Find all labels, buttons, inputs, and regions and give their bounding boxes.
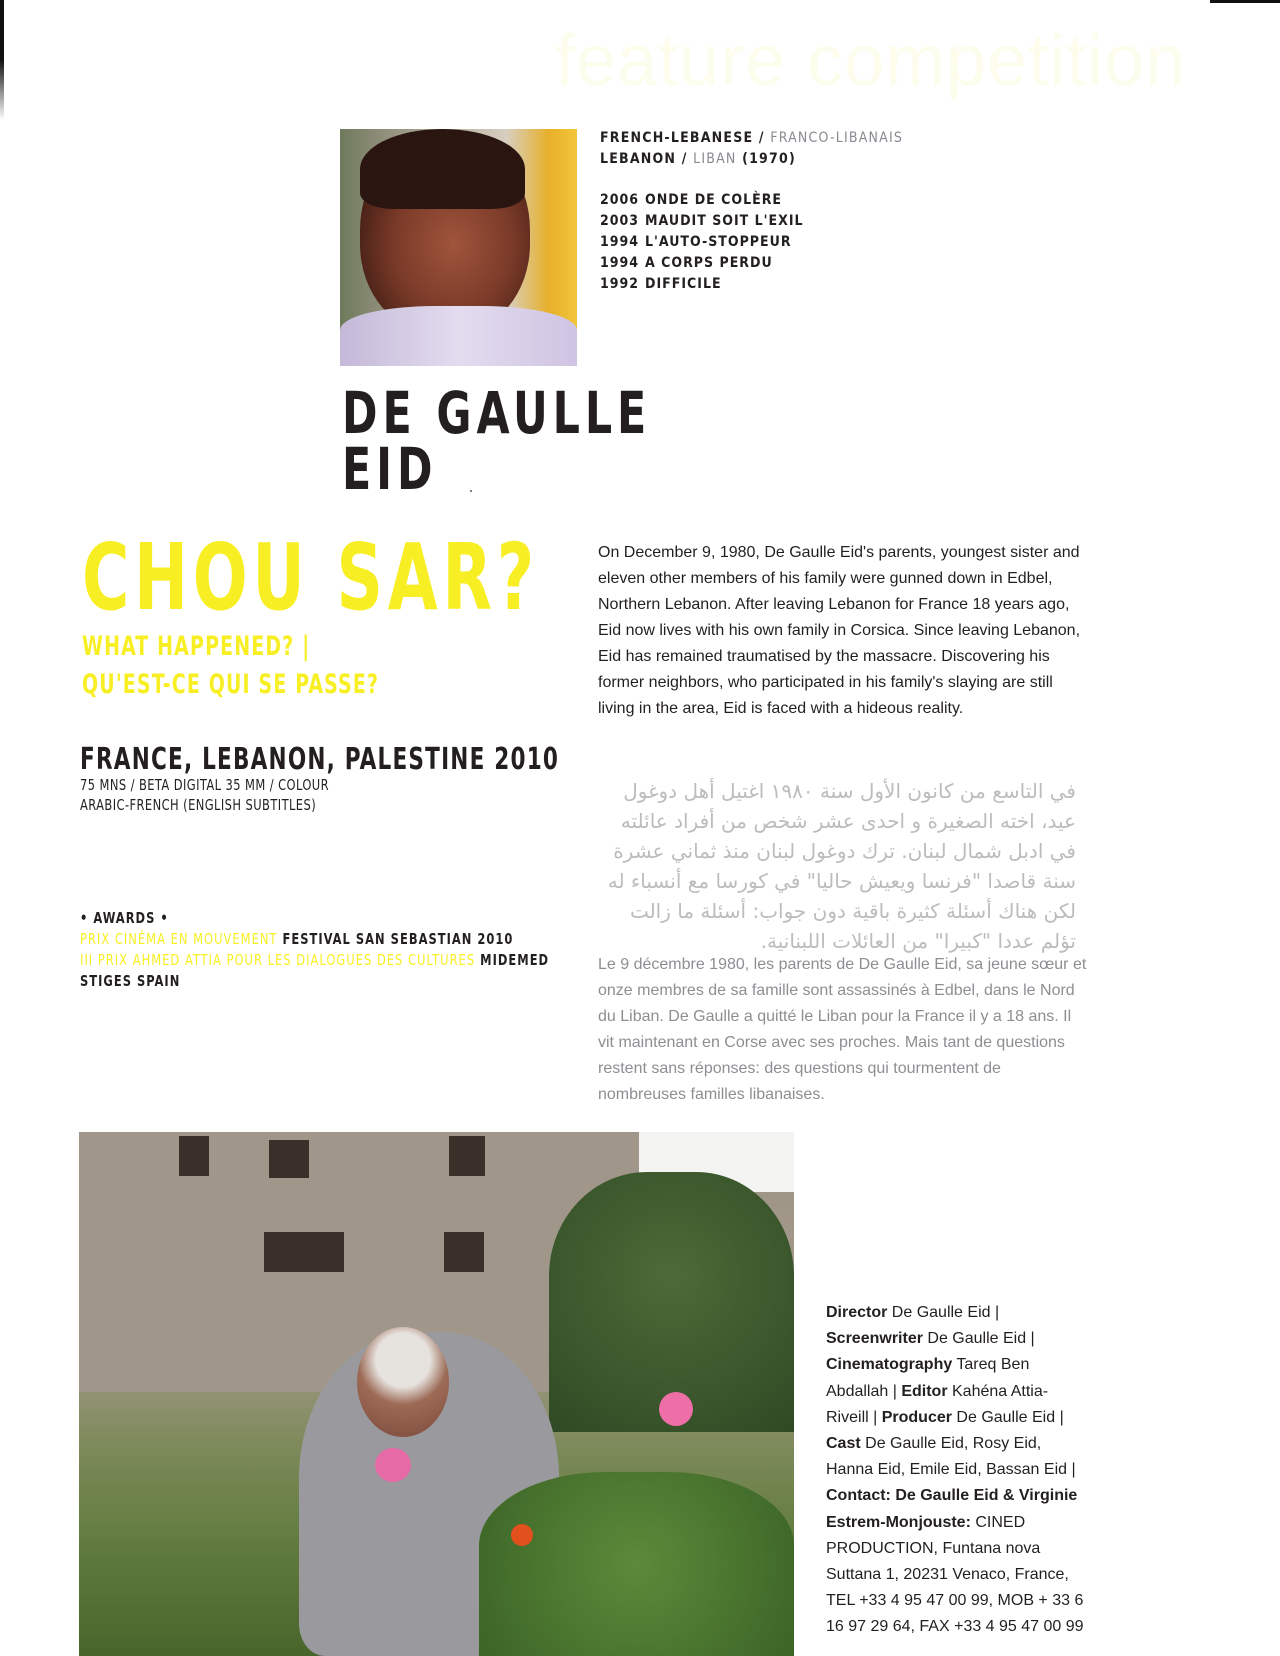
credit-role: Editor	[901, 1382, 948, 1400]
filmography-item	[600, 232, 804, 253]
awards-heading: • AWARDS •	[80, 909, 169, 927]
film-subtitle-fr: QU'EST-CE QUI SE PASSE?	[82, 669, 380, 700]
birth-country-en: LEBANON	[600, 151, 677, 167]
film-year: 1994	[600, 234, 640, 250]
synopsis-french: Le 9 décembre 1980, les parents de De Gaulle Eid, sa jeune sœur et onze membres de sa famille sont assassinés à Edbel, dans le Nord du Liban. De Gaulle a quitté le Liban pour la France il y a 18 ans. Il vit maintenant en Corse avec ses proches. Mais tant de questions restent sans réponses: des questions qui tourmentent de nombreuses familles libanaises.	[598, 956, 1087, 1103]
credit-role: Director	[826, 1304, 888, 1321]
director-name-line1: DE GAULLE	[342, 379, 652, 447]
award-item	[80, 950, 549, 971]
synopsis-arabic: في التاسع من كانون الأول سنة ١٩٨٠ اغتيل أهل دوغول عيد، اخته الصغيرة و احدى عشر شخص من أفراد عائلته في ادبل شمال لبنان. ترك دوغول لبنان منذ ثماني عشرة سنة قاصدا "فرنسا ويعيش حاليا" في كورسا مع أنسباء له لكن هناك أسئلة كثيرة باقية دون جواب: أسئلة ما زالت تؤلم عددا "كبيرا" من العائلات اللبنانية.	[607, 779, 1076, 953]
still-man-head	[357, 1327, 449, 1437]
portrait-shirt	[340, 306, 577, 366]
film-subtitle-en: WHAT HAPPENED? |	[82, 631, 311, 662]
film-year: 1992	[600, 276, 640, 292]
page-corner-mark	[1210, 0, 1280, 3]
portrait-hair	[360, 129, 525, 209]
film-still-photo	[79, 1132, 794, 1656]
film-name: A CORPS PERDU	[645, 255, 773, 271]
still-pink-rose	[659, 1392, 693, 1426]
credit-contact-value: CINED PRODUCTION, Funtana nova Suttana 1, 20231 Venaco, France, TEL +33 4 95 47 00 99, MOB + 33 6 16 97 29 64, FAX +33 4 95 47 00 99	[826, 1513, 1084, 1636]
credit-contact-label: Contact: De Gaulle Eid & Virginie Estrem-Monjouste:	[826, 1487, 1078, 1531]
stray-dot	[470, 490, 472, 492]
film-name: ONDE DE COLÈRE	[645, 192, 783, 208]
director-bio	[600, 128, 903, 170]
separator: /	[676, 151, 694, 167]
credit-value: De Gaulle Eid |	[951, 1408, 1064, 1426]
credit-value: Tareq Ben Abdallah |	[826, 1356, 1030, 1400]
director-name-line2: EID	[342, 435, 438, 503]
birth-country-fr: LIBAN	[693, 151, 737, 167]
award-festival: MIDEMED	[475, 951, 550, 969]
filmography-item	[600, 190, 804, 211]
film-specs-language: ARABIC-FRENCH (ENGLISH SUBTITLES)	[80, 796, 317, 814]
still-pink-rose	[375, 1448, 411, 1482]
still-window	[444, 1232, 484, 1272]
production-countries-year: FRANCE, LEBANON, PALESTINE 2010	[80, 742, 560, 777]
still-window	[449, 1136, 485, 1176]
filmography-item	[600, 211, 804, 232]
filmography-item	[600, 274, 804, 295]
still-window	[179, 1136, 209, 1176]
credit-value: De Gaulle Eid |	[887, 1304, 1000, 1321]
director-name-heading	[342, 379, 652, 503]
awards-section	[80, 908, 549, 992]
birth-year: (1970)	[736, 151, 796, 167]
film-name: L'AUTO-STOPPEUR	[645, 234, 792, 250]
award-prize: III PRIX AHMED ATTIA POUR LES DIALOGUES DES CULTURES	[80, 951, 476, 969]
section-title: feature competition	[555, 21, 1187, 101]
award-festival: FESTIVAL SAN SEBASTIAN 2010	[277, 930, 514, 948]
director-portrait-photo	[340, 129, 577, 366]
synopsis-english: On December 9, 1980, De Gaulle Eid's parents, youngest sister and eleven other members of his family were gunned down in Edbel, Northern Lebanon. After leaving Lebanon for France 18 years ago, Eid now lives with his own family in Corsica. Since leaving Lebanon, Eid has remained traumatised by the massacre. Discovering his former neighbors, who participated in his family's slaying are still living in the area, Eid is faced with a hideous reality.	[598, 544, 1081, 717]
separator: /	[753, 130, 771, 146]
credit-role: Cast	[826, 1435, 861, 1453]
film-specs	[80, 775, 329, 815]
still-rose-bush	[479, 1472, 794, 1656]
credit-role: Cinematography	[826, 1356, 953, 1374]
nationality-fr: FRANCO-LIBANAIS	[770, 130, 904, 146]
film-name: DIFFICILE	[645, 276, 722, 292]
film-year: 2003	[600, 213, 640, 229]
award-item	[80, 929, 549, 950]
award-prize: PRIX CINÉMA EN MOUVEMENT	[80, 930, 278, 948]
award-festival-continued: STIGES SPAIN	[80, 972, 181, 990]
film-credits	[826, 1300, 1086, 1641]
film-year: 2006	[600, 192, 640, 208]
credit-role: Screenwriter	[826, 1330, 923, 1348]
film-name: MAUDIT SOIT L'EXIL	[645, 213, 804, 229]
still-window	[269, 1140, 309, 1178]
nationality-line	[600, 128, 903, 149]
still-orange-rose	[511, 1524, 533, 1546]
credit-value: De Gaulle Eid |	[922, 1330, 1035, 1348]
credit-role: Producer	[881, 1408, 952, 1426]
page-edge-shadow	[0, 0, 4, 1656]
film-title: CHOU SAR?	[82, 524, 539, 631]
film-year: 1994	[600, 255, 640, 271]
film-specs-format: 75 MNS / BETA DIGITAL 35 MM / COLOUR	[80, 776, 329, 794]
credit-value: Kahéna Attia-Riveill |	[826, 1382, 1049, 1426]
credit-value: De Gaulle Eid, Rosy Eid, Hanna Eid, Emile Eid, Bassan Eid |	[826, 1435, 1076, 1479]
nationality-en: FRENCH-LEBANESE	[600, 130, 754, 146]
still-window	[264, 1232, 344, 1272]
film-subtitle	[82, 628, 379, 704]
filmography-list	[600, 190, 804, 295]
filmography-item	[600, 253, 804, 274]
birth-line	[600, 149, 903, 170]
